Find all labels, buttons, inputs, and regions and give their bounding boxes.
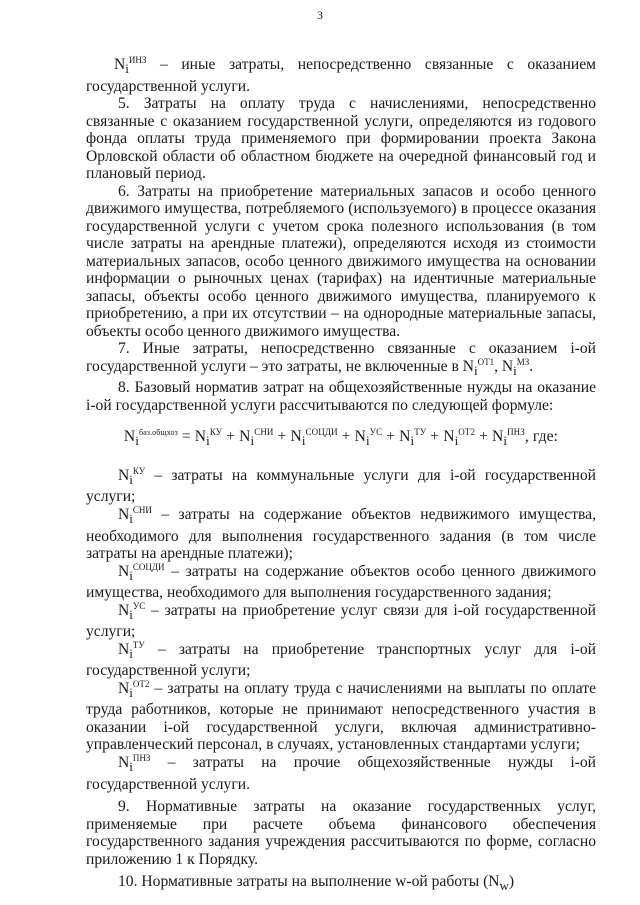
definition-ot2: $N_i^{ОТ2}$ – затраты на оплату труда с начислениями на выплаты по оплате труда работников, которые не принимают непосредственного участия в оказании i-ой государственной услуги, включая административно-управленческий персонал, в случаях, установленных стандартами услуги; bbox=[86, 678, 596, 754]
document-body bbox=[86, 56, 596, 895]
definition-us: $N_i^{УС}$ – затраты на приобретение услуг связи для i-ой государственной услуги; bbox=[86, 600, 596, 641]
paragraph-7: 7. Иные затраты, непосредственно связанные с оказанием i-ой государственной услуги – это затраты, не включенные в $N_i^{ОТ1}$, $N_i^{МЗ}$. bbox=[86, 340, 596, 378]
definition-tu: $N_i^{ТУ}$ – затраты на приобретение транспортных услуг для i-ой государственной услуги; bbox=[86, 639, 596, 680]
definition-ku: $N_i^{КУ}$ – затраты на коммунальные услуги для i-ой государственной услуги; bbox=[86, 465, 596, 506]
paragraph-10: 10. Нормативные затраты на выполнение w-ой работы $(N_w)$ bbox=[118, 873, 515, 894]
definition-pnz: $N_i^{ПНЗ}$ – затраты на прочие общехозяйственные нужды i-ой государственной услуги. bbox=[86, 752, 596, 793]
definition-socdi: $N_i^{СОЦДИ}$ – затраты на содержание объектов особо ценного движимого имущества, необходимого для выполнения государственного задания; bbox=[86, 561, 596, 602]
paragraph-9: 9. Нормативные затраты на оказание государственных услуг, применяемые при расчете объема финансового обеспечения государственного задания учреждения рассчитываются по форме, согласно приложению 1 к Порядку. bbox=[86, 798, 596, 868]
definition-sni: $N_i^{СНИ}$ – затраты на содержание объектов недвижимого имущества, необходимого для выполнения государственного задания (в том числе затраты на арендные платежи); bbox=[86, 504, 596, 563]
formula-base-norm: $N_i^{баз.общхоз} = N_i^{КУ} + N_i^{СНИ} + N_i^{СОЦДИ} + N_i^{УС} + N_i^{ТУ} + N_i^{ОТ2} + N_i^{ПНЗ}$, где: bbox=[123, 427, 559, 449]
paragraph-8: 8. Базовый норматив затрат на общехозяйственные нужды на оказание i-ой государственной услуги рассчитываются по следующей формуле: bbox=[86, 379, 596, 414]
paragraph-inz-definition: $N_i^{ИНЗ}$ – иные затраты, непосредственно связанные с оказанием государственной услуги. bbox=[86, 55, 596, 95]
paragraph-6: 6. Затраты на приобретение материальных запасов и особо ценного движимого имущества, потребляемого (используемого) в процессе оказания государственной услуги с учетом срока полезного использования (в том числе затраты на арендные платежи), определяются исходя из стоимости материальных запасов, особо ценного движимого имущества на основании информации о рыночных ценах (тарифах) на идентичные материальные запасы, объекты особо ценного движимого имущества, планируемого к приобретению, а при их отсутствии – на однородные материальные запасы, объекты особо ценного движимого имущества. bbox=[86, 182, 596, 340]
paragraph-5: 5. Затраты на оплату труда с начислениями, непосредственно связанные с оказанием государственной услуги, определяются из годового фонда оплаты труда применяемого при формировании проекта Закона Орловской области об областном бюджете на очередной финансовый год и плановый период. bbox=[86, 95, 596, 183]
page-number: 3 bbox=[317, 8, 323, 22]
